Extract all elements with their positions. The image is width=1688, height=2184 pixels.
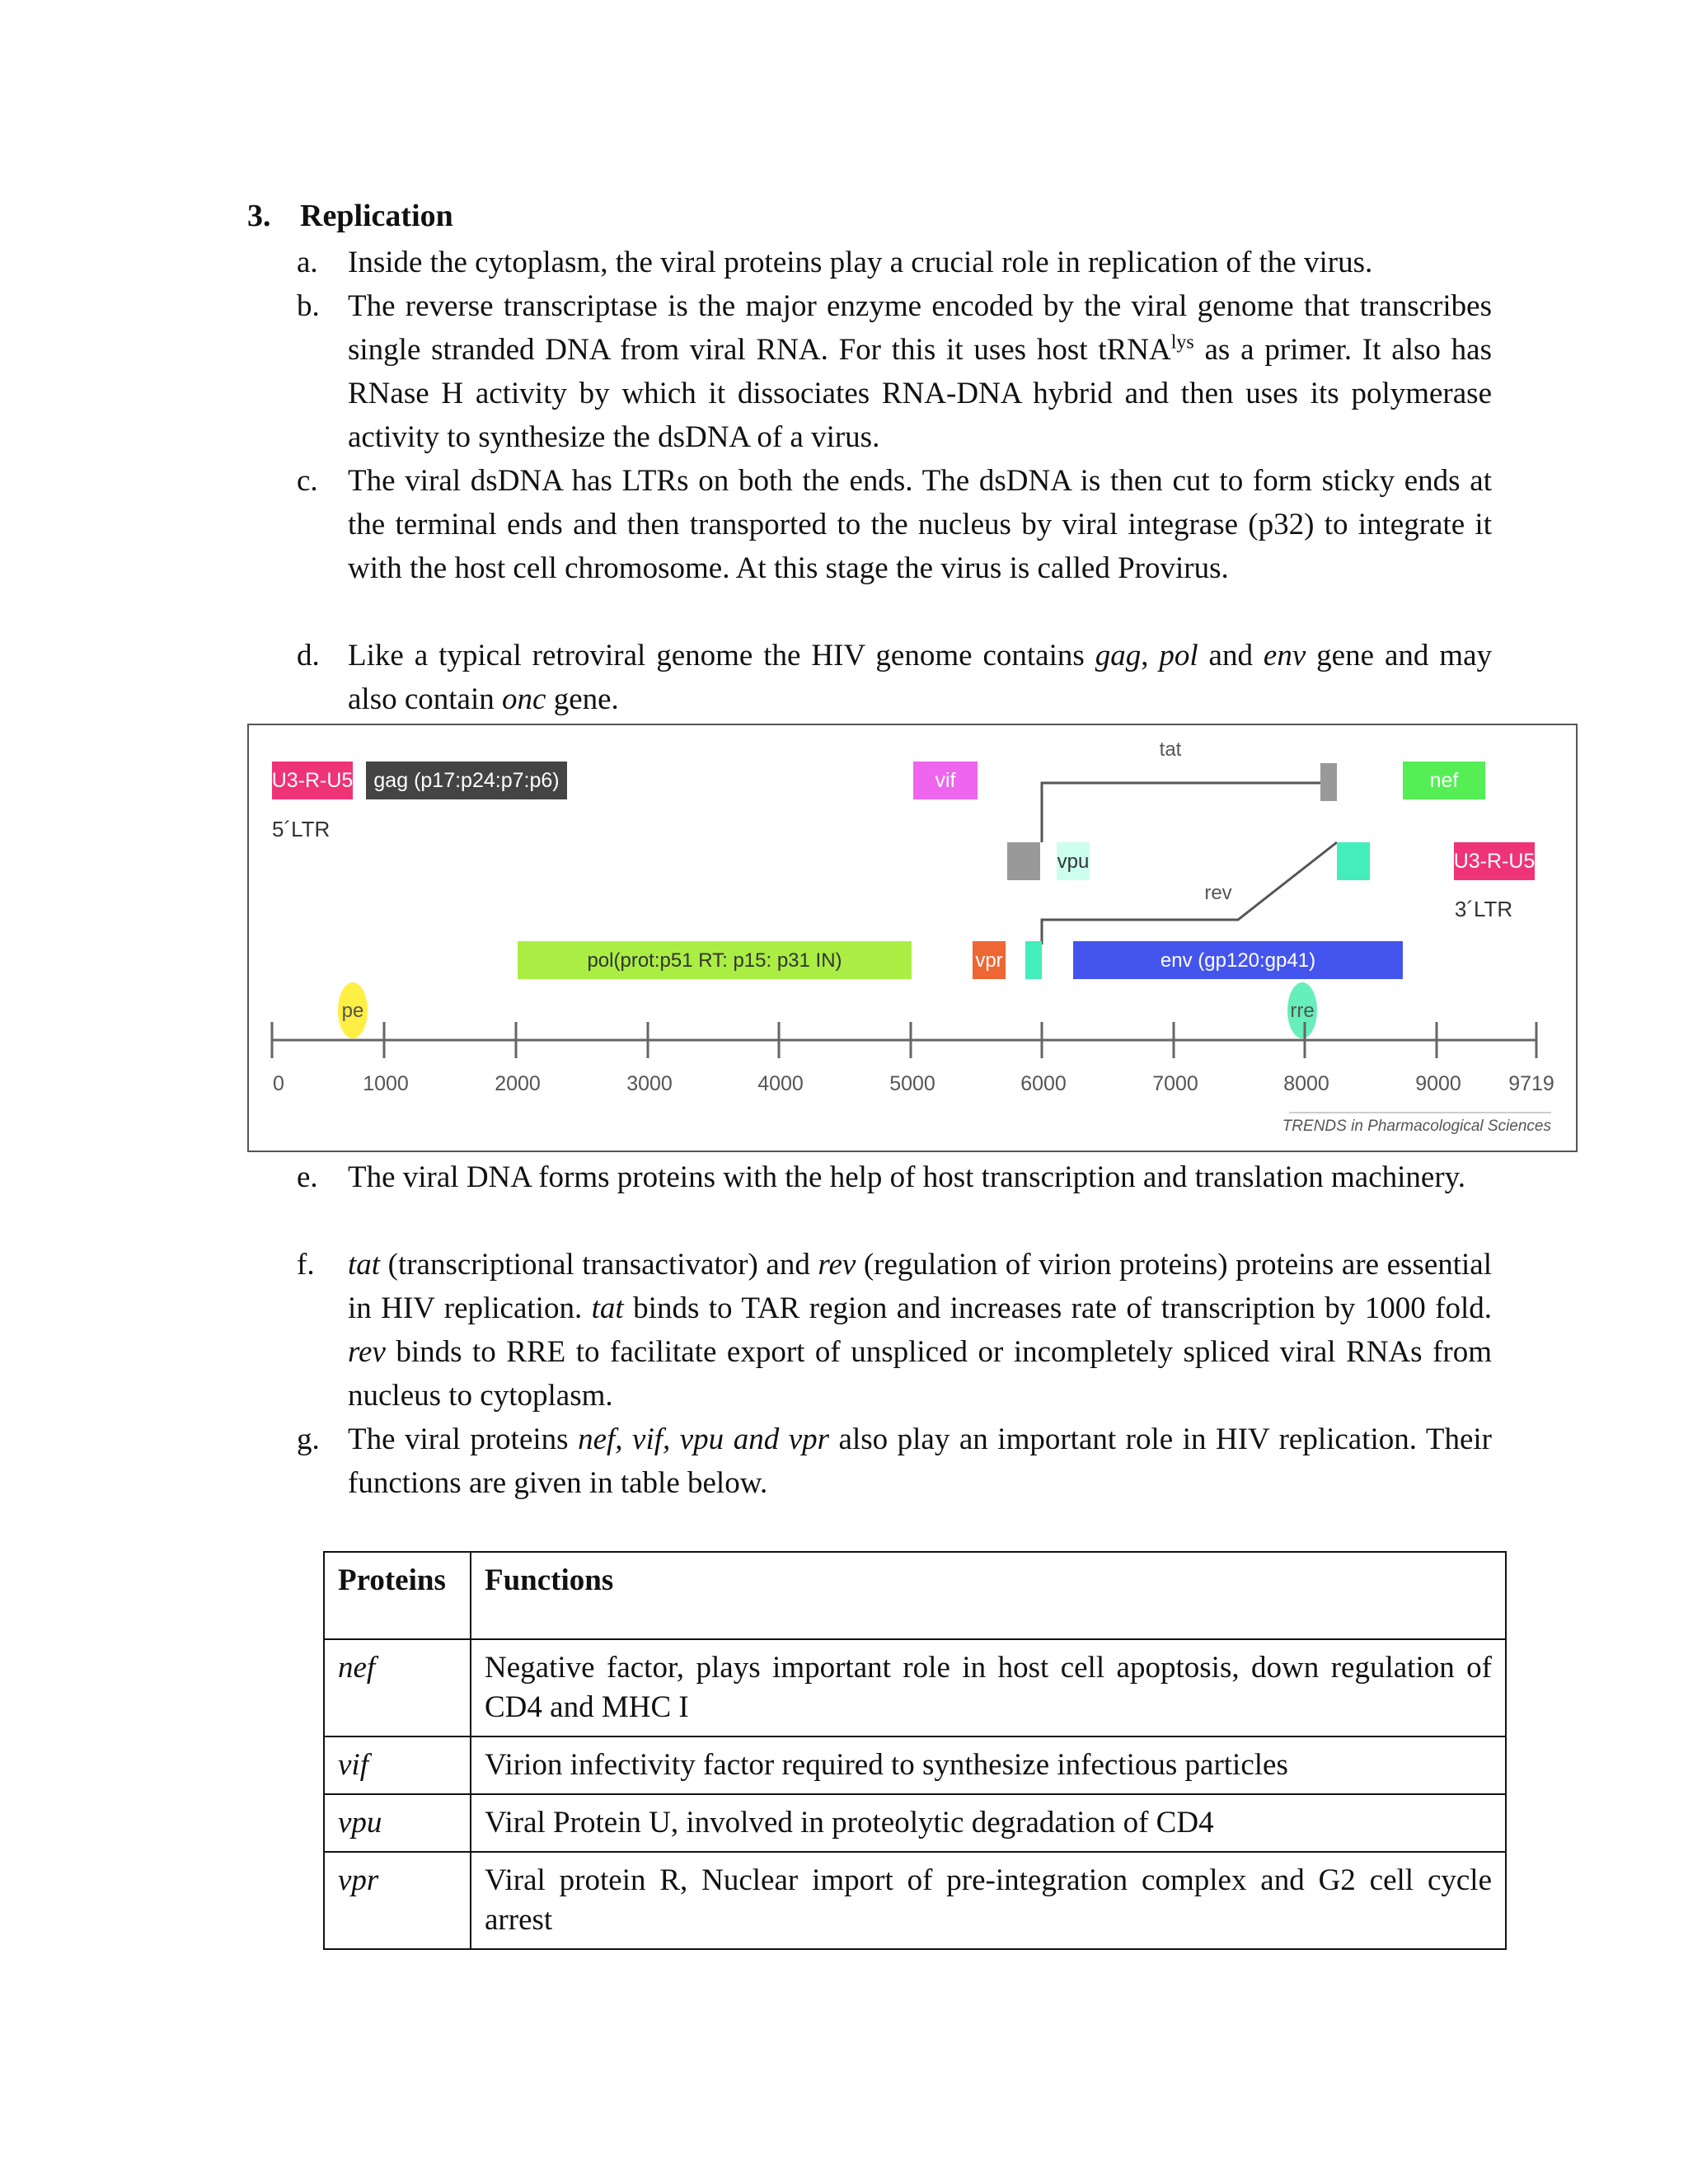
gene-rev: rev — [348, 1335, 386, 1369]
function-cell: Viral protein R, Nuclear import of pre-integration complex and G2 cell cycle arrest — [471, 1852, 1506, 1949]
tat-splice-line — [1042, 783, 1320, 842]
protein-cell: vpr — [324, 1852, 471, 1949]
gene-env: env — [1263, 639, 1306, 673]
list-item-text: The reverse transcriptase is the major enzyme encoded by the viral genome that transcribes single stranded DNA from viral RNA. For this it uses host tRNA$^{lys}$ as a primer. It also has RNase H activity by which it dissociates RNA-DNA hybrid and then uses its polymerase activity to synthesize the dsDNA of a virus. — [348, 289, 1492, 454]
section-number: 3. — [247, 199, 271, 233]
ltr5-label: 5´LTR — [272, 817, 331, 841]
rev-label: rev — [1204, 882, 1232, 904]
tick-label: 4000 — [757, 1072, 804, 1095]
figure-credit: TRENDS in Pharmacological Sciences — [1282, 1118, 1551, 1135]
pol-label: pol(prot:p51 RT: p15: p31 IN) — [587, 949, 842, 972]
header-proteins: Proteins — [324, 1552, 471, 1639]
tick-label: 7000 — [1152, 1072, 1198, 1095]
gene-tat: tat — [348, 1248, 381, 1282]
gene-rev: rev — [818, 1248, 856, 1282]
rev-exon1 — [1025, 941, 1042, 979]
tat-label: tat — [1159, 738, 1182, 761]
tick-label: 9000 — [1415, 1072, 1461, 1095]
table-row — [324, 1794, 1506, 1852]
list-item-text: The viral proteins nef, vif, vpu and vpr also play an important role in HIV replication. Their functions are given in table below. — [348, 1422, 1492, 1500]
gene-list: nef, vif, vpu and vpr — [578, 1422, 830, 1456]
section-title: Replication — [300, 199, 453, 233]
list-item-label: d. — [297, 639, 320, 673]
list-item-label: c. — [297, 464, 318, 498]
list-item-text: The viral DNA forms proteins with the help of host transcription and translation machinery. — [348, 1160, 1466, 1194]
protein-cell: vpu — [324, 1794, 471, 1852]
list-item-g — [297, 1418, 1492, 1505]
hiv-genome-figure — [247, 724, 1578, 1152]
list-item-c — [297, 459, 1492, 590]
table-header-row — [324, 1552, 1506, 1639]
list-item-text: tat (transcriptional transactivator) and rev (regulation of virion proteins) proteins are essential in HIV replication. tat binds to TAR region and increases rate of transcription by 1000 fold. rev binds to RRE to facilitate export of unspliced or incompletely spliced viral RNAs from nucleus to cytoplasm. — [348, 1248, 1493, 1413]
superscript: lys — [1170, 331, 1194, 354]
ltr5-box-label: U3-R-U5 — [271, 769, 354, 792]
gag-label: gag (p17:p24:p7:p6) — [373, 769, 560, 792]
function-cell: Negative factor, plays important role in host cell apoptosis, down regulation of CD4 and MHC I — [471, 1639, 1506, 1736]
tick-label: 0 — [273, 1072, 284, 1095]
tick-label: 2000 — [495, 1072, 541, 1095]
section-heading — [247, 198, 453, 234]
list-item-text: Like a typical retroviral genome the HIV genome contains gag, pol and env gene and may also contain onc gene. — [348, 639, 1492, 716]
tick-label: 3000 — [626, 1072, 673, 1095]
list-item-text: The viral dsDNA has LTRs on both the ends. The dsDNA is then cut to form sticky ends at the terminal ends and then transported to the nucleus by viral integrase (p32) to integrate it with the host cell chromosome. At this stage the virus is called Provirus. — [348, 464, 1492, 585]
tick-label: 6000 — [1020, 1072, 1067, 1095]
table-row — [324, 1736, 1506, 1794]
protein-cell: nef — [324, 1639, 471, 1736]
gene-onc: onc — [502, 682, 546, 716]
vpu-label: vpu — [1057, 851, 1090, 873]
list-item-label: b. — [297, 289, 320, 323]
tick-label: 8000 — [1283, 1072, 1329, 1095]
function-cell: Virion infectivity factor required to synthesize infectious particles — [471, 1736, 1506, 1794]
ltr3-label: 3´LTR — [1454, 897, 1513, 921]
list-item-a — [297, 241, 1492, 284]
list-item-e — [297, 1155, 1492, 1199]
list-item-b — [297, 284, 1492, 459]
gene-gag: gag — [1095, 639, 1142, 673]
tat-exon1 — [1007, 842, 1040, 880]
pe-label: pe — [341, 1000, 364, 1022]
tick-label: 5000 — [889, 1072, 935, 1095]
function-cell: Viral Protein U, involved in proteolytic degradation of CD4 — [471, 1794, 1506, 1852]
list-item-label: e. — [297, 1160, 318, 1194]
rev-exon2 — [1337, 842, 1370, 880]
rre-label: rre — [1290, 1000, 1315, 1022]
vpr-label: vpr — [975, 949, 1003, 972]
protein-functions-table — [323, 1551, 1507, 1950]
tick-label: 9719 — [1508, 1072, 1554, 1095]
table-row — [324, 1852, 1506, 1949]
list-item-label: a. — [297, 246, 318, 279]
protein-cell: vif — [324, 1736, 471, 1794]
list-item-label: f. — [297, 1248, 315, 1282]
tat-exon2 — [1320, 763, 1337, 801]
table-row — [324, 1639, 1506, 1736]
vif-label: vif — [935, 769, 956, 792]
tick-label: 1000 — [363, 1072, 409, 1095]
gene-tat: tat — [591, 1291, 624, 1325]
ltr3-box-label: U3-R-U5 — [1453, 850, 1536, 873]
list-item-f — [297, 1243, 1492, 1418]
env-label: env (gp120:gp41) — [1160, 949, 1316, 972]
list-item-label: g. — [297, 1422, 320, 1456]
nef-label: nef — [1429, 769, 1459, 792]
gene-pol: pol — [1159, 639, 1198, 673]
list-item-text: Inside the cytoplasm, the viral proteins play a crucial role in replication of the virus. — [348, 246, 1373, 279]
header-functions: Functions — [471, 1552, 1506, 1639]
list-item-d — [297, 634, 1492, 721]
